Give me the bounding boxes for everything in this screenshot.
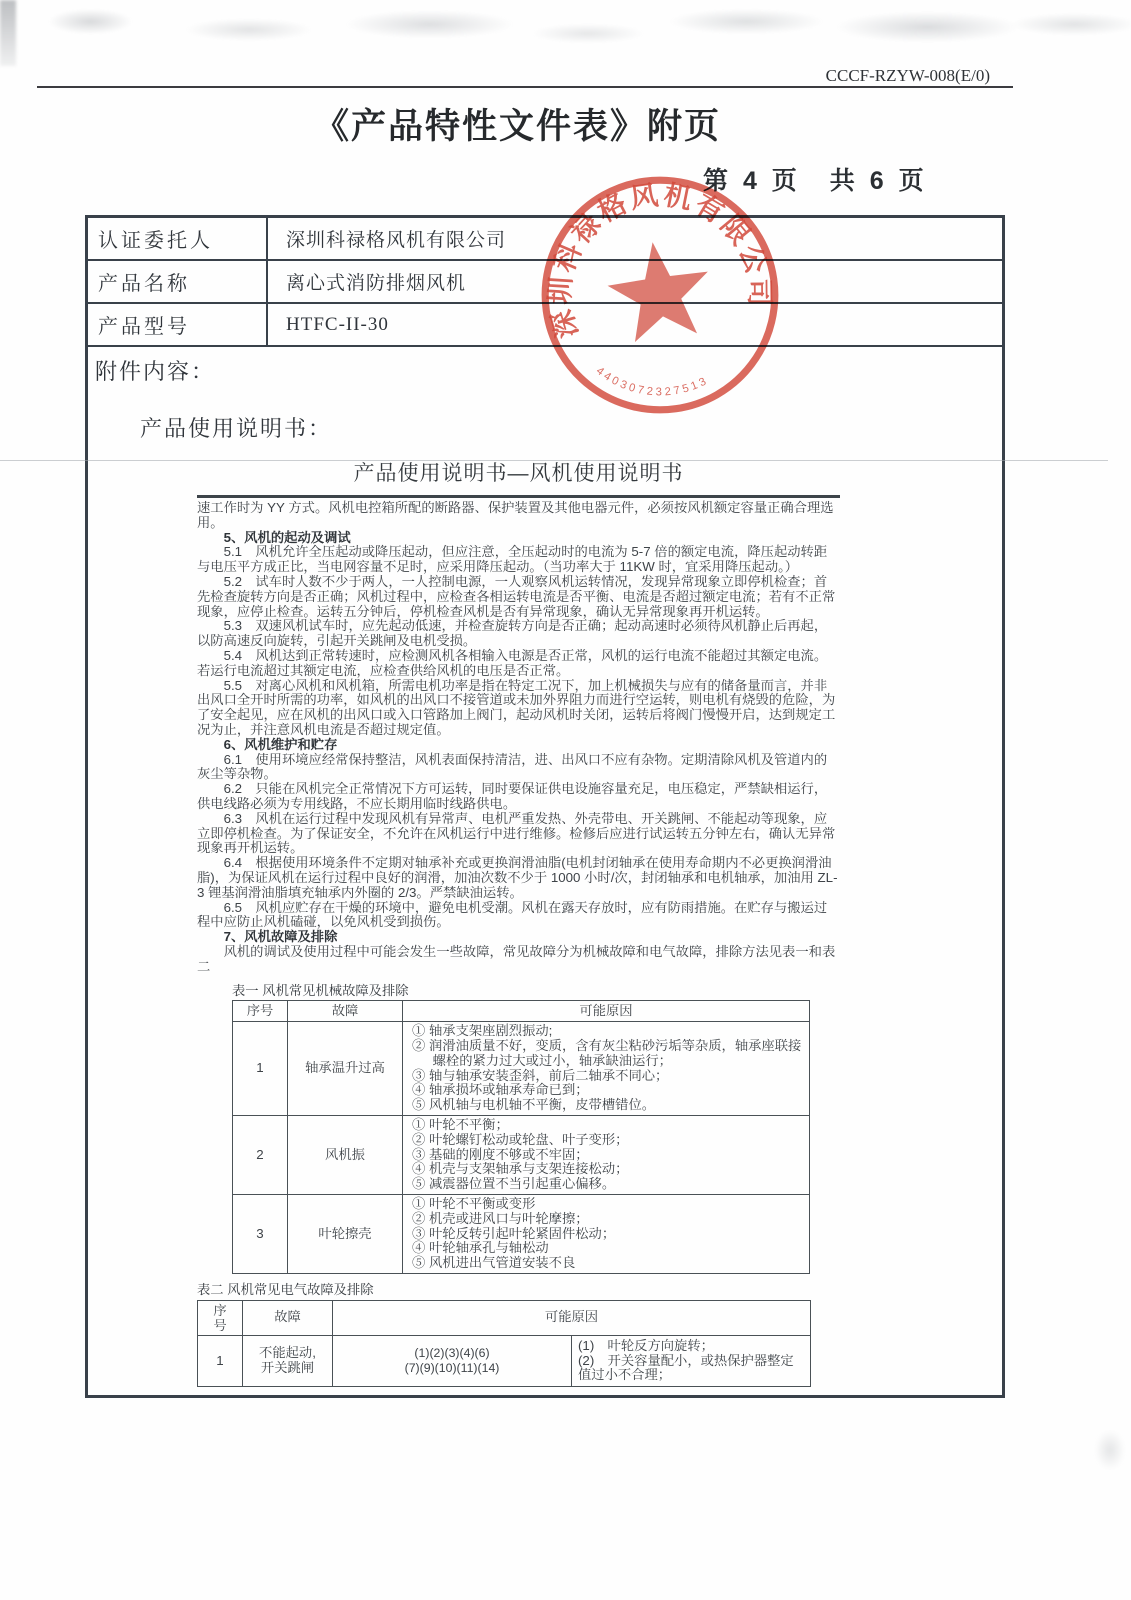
info-value: 离心式消防排烟风机 xyxy=(286,273,467,294)
cause-line: ④ 叶轮轴承孔与轴松动 xyxy=(412,1240,549,1256)
cause-line: ③ 轴与轴承安装歪斜，前后二轴承不同心； xyxy=(412,1067,669,1083)
cause-line: ⑤ 风机进出气管道安装不良 xyxy=(412,1255,576,1271)
col-header-fault: 故障 xyxy=(288,1001,403,1022)
page-title: 《产品特性文件表》附页 xyxy=(313,107,721,146)
cause-line: ② 叶轮螺钉松动或轮盘、叶子变形； xyxy=(412,1131,629,1147)
cause-line: ② 机壳或进风口与叶轮摩擦； xyxy=(412,1210,589,1226)
para-6-3: 6.3 风机在运行过程中发现风机有异常声、电机严重发热、外壳带电、开关跳闸、不能起动等现象，应立即停机检查。为了保证安全，不允许在风机运行中进行维修。检修后应进行试运转五分钟左右，确认无异常现象再开机运转。 xyxy=(197,810,836,856)
row-number: 3 xyxy=(233,1195,288,1274)
table-header-row xyxy=(198,1300,811,1335)
para-5-3: 5.3 双速风机试车时，应先起动低速，并检查旋转方向是否正确；起动高速时必须待风机静止后再起，以防高速反向旋转，引起开关跳闸及电机受损。 xyxy=(197,618,828,649)
col-header-no: 序号 xyxy=(233,1001,288,1022)
cause-line: ③ 基础的刚度不够或不牢固； xyxy=(412,1146,589,1162)
para-6-1: 6.1 使用环境应经常保持整洁，风机表面保持清洁，进、出风口不应有杂物。定期清除风机及管道内的灰尘等杂物。 xyxy=(197,751,828,782)
attachment-item: 产品使用说明书： xyxy=(140,416,333,441)
info-value: 深圳科禄格风机有限公司 xyxy=(286,230,507,251)
cause-refs-cell xyxy=(333,1335,572,1386)
section-heading-6: 6、风机维护和贮存 xyxy=(223,736,338,752)
page-number: 第 4 页 共 6 页 xyxy=(703,167,928,195)
row-number: 2 xyxy=(233,1116,288,1195)
table-row xyxy=(233,1195,810,1274)
col-header-no-text: 序号 xyxy=(213,1302,227,1333)
cause-line: ② 润滑油质量不好，变质，含有灰尘粘砂污垢等杂质，轴承座联接螺栓的紧力过大或过小，轴承缺油运行； xyxy=(412,1038,802,1068)
fault-line: 开关跳闸 xyxy=(260,1360,315,1376)
cause-line: ① 轴承支架座剧烈振动; xyxy=(412,1023,553,1039)
cause-line: ④ 轴承损坏或轴承寿命已到； xyxy=(412,1082,589,1098)
cause-line: ① 叶轮不平衡或变形 xyxy=(412,1196,536,1212)
col-header-fault: 故障 xyxy=(243,1300,333,1335)
doc-code: CCCF-RZYW-008(E/0) xyxy=(825,66,990,85)
elec-fault-table xyxy=(197,1300,811,1387)
header-rule xyxy=(37,86,1013,88)
table-row xyxy=(233,1116,810,1195)
elec-table-caption: 表二 风机常见电气故障及排除 xyxy=(197,1282,374,1298)
para-7: 风机的调试及使用过程中可能会发生一些故障，常见故障分为机械故障和电气故障，排除方法见表一和表二 xyxy=(197,943,836,974)
cause-line: ④ 机壳与支架轴承与支架连接松动； xyxy=(412,1161,629,1177)
scan-smudge xyxy=(0,0,16,66)
fault-line: 不能起动, xyxy=(259,1345,316,1361)
fault-name: 轴承温升过高 xyxy=(288,1022,403,1116)
scan-smudge xyxy=(1095,1430,1125,1470)
col-header-no xyxy=(198,1300,243,1335)
mech-fault-table xyxy=(232,1000,810,1274)
para-5-1: 5.1 风机允许全压起动或降压起动，但应注意，全压起动时的电流为 5-7 倍的额定电流，降压起动转距与电压平方成正比，当电网容量不足时，应采用降压起动。（当功率大于 11KW 时，宜采用降压起动。） xyxy=(197,544,828,575)
fault-name: 叶轮擦壳 xyxy=(288,1195,403,1274)
fault-name: 风机振 xyxy=(288,1116,403,1195)
table-row xyxy=(233,1022,810,1116)
row-number: 1 xyxy=(198,1335,243,1386)
manual-body xyxy=(197,498,840,1387)
info-label: 认证委托人 xyxy=(88,218,268,259)
cause-line: ③ 叶轮反转引起叶轮紧固件松动； xyxy=(412,1225,616,1241)
info-label: 产品名称 xyxy=(88,261,268,302)
cause-cell xyxy=(572,1335,811,1386)
company-stamp xyxy=(521,156,799,434)
section-heading-5: 5、风机的起动及调试 xyxy=(223,529,351,545)
cause-cell xyxy=(403,1116,810,1195)
cause-line: (2) 开关容量配小，或热保护器整定值过小不合理； xyxy=(578,1352,794,1383)
cause-line: ① 叶轮不平衡； xyxy=(412,1117,509,1133)
row-number: 1 xyxy=(233,1022,288,1116)
cause-cell xyxy=(403,1195,810,1274)
cause-cell xyxy=(403,1022,810,1116)
info-value: HTFC-II-30 xyxy=(286,313,389,335)
col-header-cause: 可能原因 xyxy=(403,1001,810,1022)
cause-ref-line: (1)(2)(3)(4)(6) xyxy=(414,1346,490,1361)
manual-intro: 速工作时为 YY 方式。风机电控箱所配的断路器、保护装置及其他电器元件，必须按风机额定容量正确合理选用。 xyxy=(197,500,834,530)
cause-line: (1) 叶轮反方向旋转； xyxy=(578,1337,714,1353)
stamp-company-text: 深圳科禄格风机有限公司 xyxy=(544,178,776,342)
attachment-label: 附件内容： xyxy=(95,359,216,384)
col-header-cause: 可能原因 xyxy=(333,1300,811,1335)
stamp-number-text: 4403072327513 xyxy=(593,364,711,399)
para-5-2: 5.2 试车时人数不少于两人，一人控制电源，一人观察风机运转情况，发现异常现象立即停机检查；首先检查旋转方向是否正确；风机过程中，应检查各相运转电流是否平衡、电流是否超过额定电流；若有不正常现象，应停止检查。运转五分钟后，停机检查风机是否有异常现象，确认无异常现象再开机运转。 xyxy=(197,573,836,619)
cause-line: ⑤ 减震器位置不当引起重心偏移。 xyxy=(412,1176,616,1192)
para-6-2: 6.2 只能在风机完全正常情况下方可运转，同时要保证供电设施容量充足，电压稳定，严禁缺相运行，供电线路必须为专用线路，不应长期用临时线路供电。 xyxy=(197,781,828,811)
para-5-5: 5.5 对离心风机和风机箱，所需电机功率是指在特定工况下，加上机械损失与应有的储备量而言，并非出风口全开时所需的功率，如风机的出风口不接管道或未加外界阻力而进行空运转，则电机有烧毁的危险，为了安全起见，应在风机的出风口或入口管路加上阀门，起动风机时关闭，运转后将阀门慢慢开启，达到规定工况为止，并注意风机电流是否超过规定值。 xyxy=(197,677,836,737)
info-label: 产品型号 xyxy=(88,304,268,345)
cause-ref-line: (7)(9)(10)(11)(14) xyxy=(404,1361,500,1376)
section-heading-7: 7、风机故障及排除 xyxy=(223,929,338,945)
table-header-row xyxy=(233,1001,810,1022)
mech-table-caption: 表一 风机常见机械故障及排除 xyxy=(232,982,409,998)
table-row xyxy=(198,1335,811,1386)
para-6-5: 6.5 风机应贮存在干燥的环境中，避免电机受潮。风机在露天存放时，应有防雨措施。在贮存与搬运过程中应防止风机磕碰，以免风机受到损伤。 xyxy=(197,899,828,930)
para-6-4: 6.4 根据使用环境条件不定期对轴承补充或更换润滑油脂(电机封闭轴承在使用寿命期内不必更换润滑油脂)，为保证风机在运行过程中良好的润滑，加油次数不少于 1000 小时/次，封闭轴承和电机轴承，加油用 ZL-3 锂基润滑油脂填充轴承内外圈的 2/3。严禁缺油运转。 xyxy=(197,855,838,900)
stamp-star-icon xyxy=(602,235,716,345)
para-5-4: 5.4 风机达到正常转速时，应检测风机各相输入电源是否正常，风机的运行电流不能超过其额定电流。若运行电流超过其额定电流，应检查供给风机的电压是否正常。 xyxy=(197,647,828,678)
cause-line: ⑤ 风机轴与电机轴不平衡，皮带槽错位。 xyxy=(412,1097,656,1113)
scan-fold-line xyxy=(0,460,1108,461)
fault-name xyxy=(243,1335,333,1386)
manual-title: 产品使用说明书—风机使用说明书 xyxy=(197,462,840,498)
scan-noise-band xyxy=(0,0,1131,54)
manual-document xyxy=(197,462,840,1387)
